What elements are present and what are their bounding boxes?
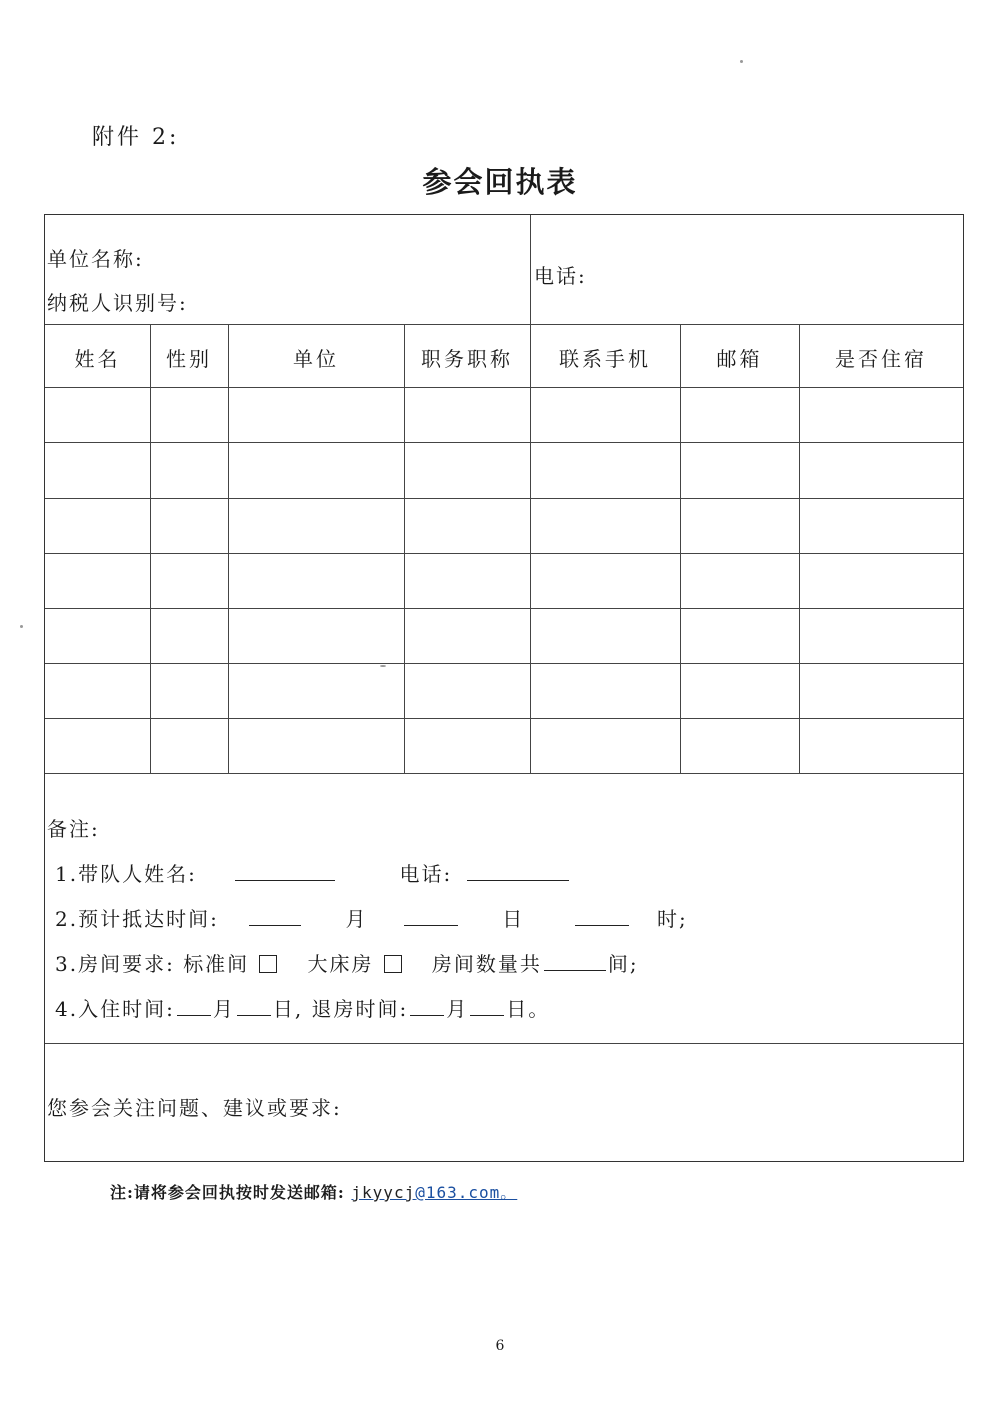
footer-note bbox=[110, 1180, 517, 1203]
email-domain: @163.com。 bbox=[415, 1183, 518, 1202]
column-divider bbox=[150, 324, 151, 774]
form-title: 参会回执表 bbox=[422, 165, 578, 199]
table-top-border bbox=[45, 324, 963, 325]
feedback-label: 您参会关注问题、建议或要求: bbox=[47, 1096, 342, 1120]
col-header-email: 邮箱 bbox=[716, 347, 763, 371]
email-link[interactable] bbox=[351, 1183, 517, 1202]
standard-room-checkbox[interactable] bbox=[259, 955, 277, 973]
header-row-border bbox=[45, 387, 963, 388]
room-count-blank[interactable] bbox=[544, 952, 606, 971]
arrival-time-label: 2.预计抵达时间: bbox=[55, 907, 219, 931]
remarks-line-2 bbox=[55, 903, 688, 932]
column-divider bbox=[680, 324, 681, 774]
room-requirement-label: 3.房间要求: bbox=[55, 952, 175, 976]
col-header-mobile: 联系手机 bbox=[559, 347, 651, 371]
king-room-checkbox[interactable] bbox=[384, 955, 402, 973]
feedback-divider bbox=[45, 1043, 963, 1044]
column-divider bbox=[228, 324, 229, 774]
checkout-day-blank[interactable] bbox=[470, 997, 504, 1016]
phone-label: 电话: bbox=[534, 264, 587, 288]
arrival-hour-blank[interactable] bbox=[575, 907, 629, 926]
col-header-gender: 性别 bbox=[166, 347, 212, 371]
checkin-month-blank[interactable] bbox=[177, 997, 211, 1016]
checkout-label: 退房时间: bbox=[311, 997, 409, 1021]
checkin-day-blank[interactable] bbox=[237, 997, 271, 1016]
day-label: 日 bbox=[502, 907, 525, 931]
room-count-suffix: 间; bbox=[607, 952, 639, 976]
scan-speck bbox=[380, 665, 386, 667]
column-divider bbox=[404, 324, 405, 774]
leader-phone-label: 电话: bbox=[399, 862, 453, 886]
column-divider bbox=[799, 324, 800, 774]
checkout-month-label: 月 bbox=[446, 997, 469, 1021]
checkout-day-label: 日。 bbox=[506, 997, 551, 1021]
leader-name-label: 1.带队人姓名: bbox=[55, 862, 197, 886]
scan-speck bbox=[20, 625, 23, 628]
row-border bbox=[45, 442, 963, 443]
king-room-label: 大床房 bbox=[307, 952, 374, 976]
header-divider bbox=[530, 215, 531, 325]
table-bottom-border bbox=[45, 773, 963, 774]
col-header-unit: 单位 bbox=[293, 347, 339, 371]
row-border bbox=[45, 663, 963, 664]
row-border bbox=[45, 608, 963, 609]
arrival-day-blank[interactable] bbox=[404, 907, 458, 926]
checkin-day-label: 日, bbox=[272, 997, 304, 1021]
arrival-month-blank[interactable] bbox=[249, 907, 301, 926]
column-divider bbox=[530, 324, 531, 774]
page-number: 6 bbox=[495, 1338, 505, 1354]
col-header-lodging: 是否住宿 bbox=[835, 347, 927, 371]
remarks-line-4 bbox=[55, 993, 550, 1022]
room-count-label: 房间数量共 bbox=[431, 952, 542, 976]
leader-phone-blank[interactable] bbox=[467, 862, 569, 881]
hour-label: 时; bbox=[656, 907, 688, 931]
remarks-line-3 bbox=[55, 948, 639, 977]
remarks-label: 备注: bbox=[47, 817, 100, 841]
taxpayer-id-label: 纳税人识别号: bbox=[47, 291, 188, 315]
col-header-title: 职务职称 bbox=[421, 347, 513, 371]
scan-speck bbox=[740, 60, 743, 63]
month-label: 月 bbox=[345, 907, 368, 931]
leader-name-blank[interactable] bbox=[235, 862, 335, 881]
receipt-form bbox=[44, 214, 964, 1162]
row-border bbox=[45, 498, 963, 499]
checkin-label: 4.入住时间: bbox=[55, 997, 175, 1021]
unit-name-label: 单位名称: bbox=[47, 247, 144, 271]
standard-room-label: 标准间 bbox=[183, 952, 250, 976]
remarks-line-1 bbox=[55, 858, 575, 887]
checkin-month-label: 月 bbox=[212, 997, 235, 1021]
checkout-month-blank[interactable] bbox=[410, 997, 444, 1016]
footer-note-text: 注:请将参会回执按时发送邮箱: bbox=[110, 1183, 345, 1202]
col-header-name: 姓名 bbox=[74, 347, 121, 371]
attachment-label: 附件 2: bbox=[92, 125, 180, 150]
row-border bbox=[45, 718, 963, 719]
email-user: jkyycj bbox=[351, 1183, 416, 1202]
row-border bbox=[45, 553, 963, 554]
